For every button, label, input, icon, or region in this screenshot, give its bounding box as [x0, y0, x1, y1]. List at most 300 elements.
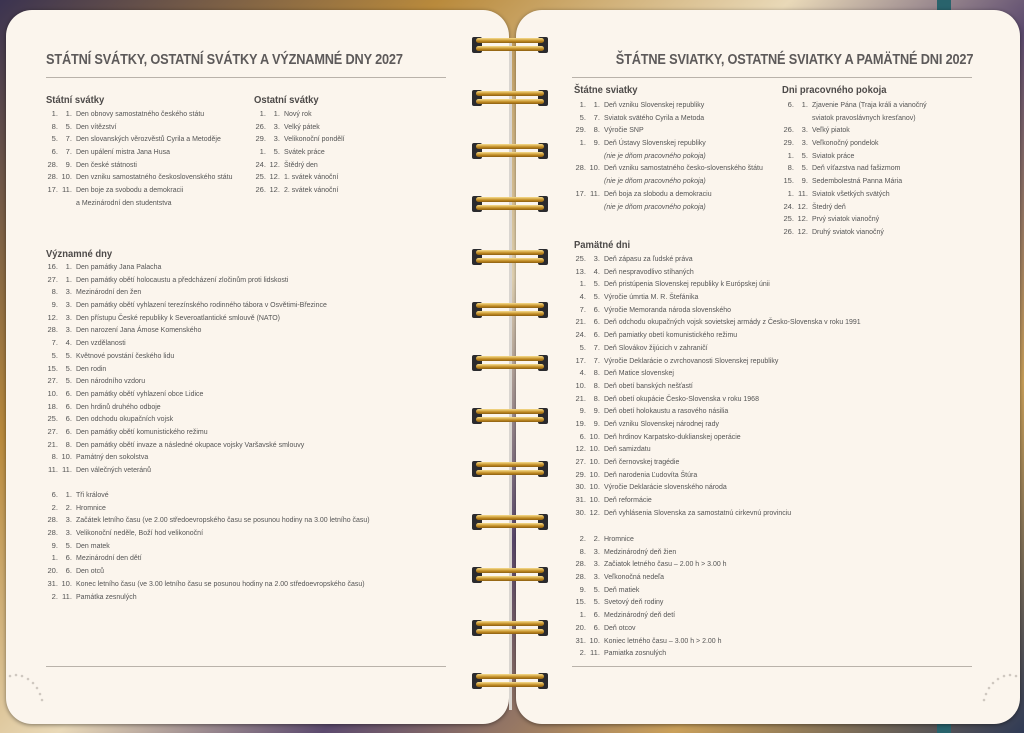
list-item: [46, 414, 466, 427]
month-number: 3.: [65, 515, 72, 525]
month-number: 10.: [589, 482, 600, 492]
list-item: [574, 457, 994, 470]
day-number: 9.: [51, 300, 58, 310]
entry-text: Deň pristúpenia Slovenskej republiky k Európskej únii: [604, 279, 770, 289]
binding-ring: [472, 195, 548, 213]
day-number: 1.: [579, 138, 586, 148]
month-number: 9.: [65, 159, 72, 169]
entry-text: (nie je dňom pracovného pokoja): [604, 201, 706, 211]
day-number: 1.: [259, 147, 266, 157]
day-number: 4.: [579, 368, 586, 378]
list-item: [782, 113, 972, 126]
day-number: 31.: [47, 578, 58, 588]
list-item: [46, 541, 466, 554]
list-item: [574, 113, 784, 126]
list-item: [574, 482, 994, 495]
entry-text: Den obnovy samostatného českého státu: [76, 109, 205, 118]
month-number: 11.: [590, 188, 600, 198]
day-number: 13.: [575, 266, 586, 276]
month-number: 11.: [62, 591, 72, 601]
entry-text: Štedrý deň: [812, 201, 846, 211]
month-number: 5.: [65, 121, 72, 131]
day-number: 2.: [579, 534, 586, 543]
month-number: 3.: [593, 559, 600, 569]
day-number: 9.: [579, 406, 586, 416]
entry-text: Den narození Jana Ámose Komenského: [76, 325, 202, 335]
month-number: 1.: [65, 490, 72, 499]
page-title: STÁTNÍ SVÁTKY, OSTATNÍ SVÁTKY A VÝZNAMNÉ DNY 2027: [46, 52, 403, 68]
ring-wire: [476, 356, 544, 361]
entry-text: Den památky obětí komunistického režimu: [76, 426, 208, 436]
list-item: [574, 470, 994, 483]
entry-text: Deň vyhlásenia Slovenska za samostatnú cirkevnú provinciu: [604, 507, 792, 517]
day-number: 26.: [255, 121, 266, 131]
binding-ring: [472, 248, 548, 266]
day-number: 8.: [51, 121, 58, 131]
month-number: 3.: [65, 325, 72, 335]
entry-text: Den vítězství: [76, 121, 117, 131]
list-item: [574, 419, 994, 432]
day-number: 21.: [47, 439, 58, 449]
day-number: 27.: [47, 274, 58, 284]
entry-text: Deň černovskej tragédie: [604, 457, 680, 466]
day-number: 15.: [575, 597, 586, 607]
day-number: 31.: [575, 635, 586, 645]
ring-wire: [476, 409, 544, 414]
month-number: 3.: [593, 546, 600, 556]
list-item: [254, 122, 444, 135]
entry-text: (nie je dňom pracovného pokoja): [604, 150, 706, 160]
list-item: [46, 364, 466, 377]
entry-text: Den matek: [76, 540, 110, 550]
month-number: 6.: [65, 553, 72, 563]
list-item: [574, 189, 784, 202]
ring-wire: [476, 629, 544, 634]
day-number: 5.: [579, 342, 586, 352]
month-number: 10.: [589, 444, 600, 454]
ring-wire: [476, 417, 544, 422]
list-item: [574, 547, 994, 560]
month-number: 3.: [273, 134, 280, 144]
month-number: 12.: [797, 214, 808, 224]
list-item: [46, 351, 466, 364]
entry-text: 1. svátek vánoční: [284, 172, 339, 182]
entry-text: Deň zápasu za ľudské práva: [604, 254, 693, 263]
entry-text: Prvý sviatok vianočný: [812, 214, 880, 224]
entry-text: Deň víťazstva nad fašizmom: [812, 163, 901, 173]
ring-wire: [476, 99, 544, 104]
list-item: [574, 394, 994, 407]
day-number: 30.: [575, 507, 586, 517]
month-number: 3.: [65, 300, 72, 310]
page-title: ŠTÁTNE SVIATKY, OSTATNÉ SVIATKY A PAMÄTNÉ DNI 2027: [615, 52, 973, 68]
month-number: 12.: [269, 172, 280, 182]
month-number: 10.: [589, 163, 600, 173]
list-item: [254, 134, 444, 147]
month-number: 1.: [65, 109, 72, 118]
month-number: 11.: [62, 465, 72, 474]
ring-wire: [476, 197, 544, 202]
entry-text: Svetový deň rodiny: [604, 597, 664, 607]
month-number: 1.: [273, 109, 280, 118]
corner-dots-decoration: [960, 670, 1020, 710]
entry-text: Deň odchodu okupačných vojsk sovietskej armády z Česko-Slovenska v roku 1991: [604, 317, 861, 327]
day-number: 25.: [255, 172, 266, 182]
month-number: 9.: [593, 138, 600, 148]
entry-text: Den památky obětí invaze a následné okupace vojsky Varšavské smlouvy: [76, 439, 305, 449]
list-item: [574, 559, 994, 572]
entry-text: Zjavenie Pána (Traja králi a vianočný: [812, 100, 927, 109]
day-number: 8.: [579, 546, 586, 556]
day-number: 21.: [575, 317, 586, 327]
day-number: 26.: [783, 226, 794, 236]
day-number: 11.: [48, 465, 58, 474]
day-number: 1.: [787, 150, 794, 160]
list-item: [574, 444, 994, 457]
ring-wire: [476, 205, 544, 210]
list-item: [46, 465, 466, 478]
corner-dots-decoration: [6, 670, 66, 710]
entry-text: Den boje za svobodu a demokracii: [76, 185, 184, 195]
entry-text: Deň boja za slobodu a demokraciu: [604, 188, 712, 198]
list-item: [574, 432, 994, 445]
day-number: 15.: [47, 363, 58, 373]
list-item: [254, 185, 444, 198]
entry-text: Deň obetí banských nešťastí: [604, 380, 693, 390]
month-number: 5.: [593, 584, 600, 594]
entry-text: sviatok pravoslávnych kresťanov): [812, 112, 916, 122]
month-number: 3.: [801, 138, 808, 148]
list-item: [574, 151, 784, 164]
day-number: 8.: [787, 163, 794, 173]
month-number: 5.: [593, 279, 600, 289]
day-number: 15.: [783, 176, 794, 186]
day-number: 27.: [47, 426, 58, 436]
day-number: 24.: [255, 159, 266, 169]
month-number: 1.: [593, 100, 600, 109]
list-item: [574, 163, 784, 176]
month-number: 10.: [61, 452, 72, 462]
entry-text: Deň obetí okupácie Česko-Slovenska v roku 1968: [604, 393, 759, 403]
month-number: 9.: [593, 418, 600, 428]
right-page: [516, 10, 1020, 724]
entry-text: Výročie Deklarácie slovenského národa: [604, 482, 727, 492]
entry-text: Medzinárodný deň detí: [604, 610, 676, 620]
section-heading-memorial-days: Pamätné dni: [574, 239, 631, 251]
list-item: [574, 317, 994, 330]
ring-wire: [476, 250, 544, 255]
month-number: 8.: [593, 393, 600, 403]
entry-text: Deň reformácie: [604, 495, 652, 505]
entry-text: Sviatok práce: [812, 150, 855, 160]
month-number: 7.: [593, 112, 600, 122]
list-item: [574, 279, 994, 292]
list-item: [782, 227, 972, 240]
list-memorial-days: [574, 254, 994, 520]
day-number: 21.: [575, 393, 586, 403]
day-number: 6.: [787, 100, 794, 109]
day-number: 29.: [575, 469, 586, 479]
list-item: [574, 100, 784, 113]
ring-wire: [476, 674, 544, 679]
month-number: 9.: [801, 176, 808, 186]
list-item: [574, 406, 994, 419]
list-significant-days: [46, 262, 466, 478]
list-item: [574, 623, 994, 636]
list-item: [254, 160, 444, 173]
entry-text: Památka zesnulých: [76, 591, 137, 601]
day-number: 27.: [575, 457, 586, 466]
entry-text: Den národního vzdoru: [76, 376, 146, 386]
list-item: [46, 262, 466, 275]
entry-text: Začátek letního času (ve 2.00 středoevropského času se posunou hodiny na 3.00 letního času): [76, 515, 370, 525]
entry-text: Den rodin: [76, 363, 107, 373]
ring-wire: [476, 38, 544, 43]
entry-text: Den české státnosti: [76, 159, 137, 169]
entry-text: Květnové povstání českého lidu: [76, 350, 175, 360]
list-item: [46, 147, 256, 160]
day-number: 17.: [47, 185, 58, 195]
list-item: [46, 579, 466, 592]
month-number: 5.: [65, 540, 72, 550]
entry-text: Den památky obětí vyhlazení terezínského rodinného tábora v Osvětimi-Březince: [76, 300, 327, 310]
list-item: [254, 109, 444, 122]
ring-wire: [476, 364, 544, 369]
binding-ring: [472, 672, 548, 690]
list-item: [574, 585, 994, 598]
list-days-off: [782, 100, 972, 240]
day-number: 29.: [783, 138, 794, 148]
ring-wire: [476, 152, 544, 157]
entry-text: Deň vzniku samostatného česko-slovenského štátu: [604, 163, 763, 173]
entry-text: Mezinárodní den žen: [76, 287, 142, 297]
day-number: 20.: [47, 566, 58, 576]
entry-text: Deň otcov: [604, 622, 636, 632]
ring-wire: [476, 576, 544, 581]
day-number: 2.: [51, 502, 58, 512]
day-number: 12.: [47, 312, 58, 322]
day-number: 8.: [51, 452, 58, 462]
month-number: 10.: [589, 431, 600, 441]
month-number: 8.: [593, 125, 600, 135]
day-number: 6.: [51, 490, 58, 499]
day-number: 30.: [575, 482, 586, 492]
list-item: [782, 214, 972, 227]
day-number: 2.: [579, 648, 586, 658]
day-number: 5.: [51, 350, 58, 360]
list-item: [46, 300, 466, 313]
day-number: 29.: [255, 134, 266, 144]
list-item: [782, 151, 972, 164]
month-number: 3.: [273, 121, 280, 131]
entry-text: Deň pamiatky obetí komunistického režimu: [604, 330, 738, 340]
day-number: 28.: [575, 163, 586, 173]
month-number: 6.: [593, 610, 600, 620]
day-number: 10.: [47, 388, 58, 398]
binding-ring: [472, 142, 548, 160]
entry-text: Deň narodenia Ľudovíta Štúra: [604, 469, 698, 479]
month-number: 5.: [65, 376, 72, 386]
month-number: 6.: [593, 622, 600, 632]
day-number: 24.: [575, 330, 586, 340]
day-number: 7.: [579, 304, 586, 314]
list-item: [574, 176, 784, 189]
entry-text: a Mezinárodní den studentstva: [76, 197, 172, 207]
month-number: 3.: [593, 254, 600, 263]
month-number: 11.: [798, 188, 808, 198]
divider: [572, 666, 972, 667]
ring-wire: [476, 470, 544, 475]
ring-wire: [476, 523, 544, 528]
month-number: 8.: [593, 368, 600, 378]
month-number: 7.: [65, 147, 72, 157]
month-number: 10.: [61, 172, 72, 182]
entry-text: Deň nespravodlivo stíhaných: [604, 266, 694, 276]
month-number: 12.: [269, 159, 280, 169]
list-other-days: [574, 534, 994, 661]
month-number: 10.: [589, 469, 600, 479]
entry-text: Nový rok: [284, 109, 312, 118]
day-number: 28.: [575, 559, 586, 569]
entry-text: Svátek práce: [284, 147, 325, 157]
list-item: [46, 592, 466, 605]
month-number: 7.: [593, 355, 600, 365]
entry-text: Velikonoční pondělí: [284, 134, 345, 144]
list-item: [46, 515, 466, 528]
ring-wire: [476, 311, 544, 316]
month-number: 12.: [797, 226, 808, 236]
day-number: 27.: [47, 376, 58, 386]
month-number: 6.: [65, 388, 72, 398]
section-heading-days-off: Dni pracovného pokoja: [782, 84, 887, 96]
list-item: [782, 202, 972, 215]
day-number: 1.: [579, 610, 586, 620]
day-number: 26.: [783, 125, 794, 135]
day-number: 1.: [787, 188, 794, 198]
entry-text: Deň Ústavy Slovenskej republiky: [604, 138, 706, 148]
divider: [572, 77, 972, 78]
day-number: 20.: [575, 622, 586, 632]
month-number: 2.: [593, 534, 600, 543]
day-number: 28.: [47, 172, 58, 182]
entry-text: Památný den sokolstva: [76, 452, 149, 462]
list-item: [574, 292, 994, 305]
binding-ring: [472, 301, 548, 319]
month-number: 4.: [65, 338, 72, 348]
list-item: [46, 325, 466, 338]
day-number: 1.: [51, 109, 58, 118]
binding-ring: [472, 36, 548, 54]
day-number: 28.: [47, 159, 58, 169]
list-item: [574, 636, 994, 649]
list-item: [254, 172, 444, 185]
list-item: [46, 287, 466, 300]
day-number: 6.: [51, 147, 58, 157]
binding-ring: [472, 354, 548, 372]
day-number: 9.: [579, 584, 586, 594]
list-item: [574, 368, 994, 381]
month-number: 3.: [65, 312, 72, 322]
list-item: [574, 508, 994, 521]
list-item: [574, 534, 994, 547]
list-other-days: [46, 490, 466, 604]
month-number: 12.: [589, 507, 600, 517]
divider: [46, 77, 446, 78]
list-item: [782, 138, 972, 151]
entry-text: Deň matiek: [604, 584, 640, 594]
ring-wire: [476, 258, 544, 263]
month-number: 12.: [269, 185, 280, 195]
section-heading-other-holidays: Ostatní svátky: [254, 94, 319, 106]
section-heading-significant-days: Významné dny: [46, 248, 113, 260]
ring-wire: [476, 462, 544, 467]
entry-text: Den vzdělanosti: [76, 338, 126, 348]
day-number: 1.: [579, 279, 586, 289]
entry-text: Výročie úmrtia M. R. Štefánika: [604, 292, 699, 302]
month-number: 3.: [65, 287, 72, 297]
day-number: 28.: [47, 515, 58, 525]
day-number: 9.: [51, 540, 58, 550]
entry-text: Deň hrdinov Karpatsko-duklianskej operácie: [604, 431, 741, 441]
day-number: 18.: [47, 401, 58, 411]
month-number: 6.: [593, 330, 600, 340]
spiral-binding: [472, 20, 548, 720]
section-heading-state-holidays: Státní svátky: [46, 94, 105, 106]
ring-wire: [476, 682, 544, 687]
month-number: 6.: [593, 317, 600, 327]
list-item: [574, 648, 994, 661]
day-number: 29.: [575, 125, 586, 135]
day-number: 31.: [575, 495, 586, 505]
entry-text: Výročie SNP: [604, 125, 644, 135]
month-number: 11.: [590, 648, 600, 658]
day-number: 25.: [575, 254, 586, 263]
day-number: 5.: [51, 134, 58, 144]
month-number: 1.: [65, 274, 72, 284]
entry-text: Den hrdinů druhého odboje: [76, 401, 161, 411]
left-page: [6, 10, 509, 724]
section-heading-state-holidays: Štátne sviatky: [574, 84, 638, 96]
list-item: [574, 495, 994, 508]
list-item: [574, 138, 784, 151]
month-number: 5.: [801, 163, 808, 173]
binding-ring: [472, 407, 548, 425]
month-number: 7.: [593, 342, 600, 352]
month-number: 4.: [593, 266, 600, 276]
list-state-holidays: [574, 100, 784, 214]
day-number: 28.: [575, 572, 586, 582]
day-number: 25.: [783, 214, 794, 224]
list-state-holidays: [46, 109, 256, 211]
day-number: 10.: [575, 380, 586, 390]
list-item: [46, 313, 466, 326]
list-item: [574, 343, 994, 356]
month-number: 2.: [65, 502, 72, 512]
month-number: 1.: [65, 262, 72, 271]
day-number: 7.: [51, 338, 58, 348]
day-number: 4.: [579, 292, 586, 302]
list-item: [46, 389, 466, 402]
entry-text: Den slovanských věrozvěstů Cyrila a Metoděje: [76, 134, 221, 144]
list-item: [46, 134, 256, 147]
list-item: [782, 163, 972, 176]
month-number: 6.: [65, 566, 72, 576]
day-number: 25.: [47, 414, 58, 424]
entry-text: Tři králové: [76, 490, 109, 499]
entry-text: Hromnice: [604, 534, 634, 543]
entry-text: Deň obetí holokaustu a rasového násilia: [604, 406, 729, 416]
day-number: 24.: [783, 201, 794, 211]
